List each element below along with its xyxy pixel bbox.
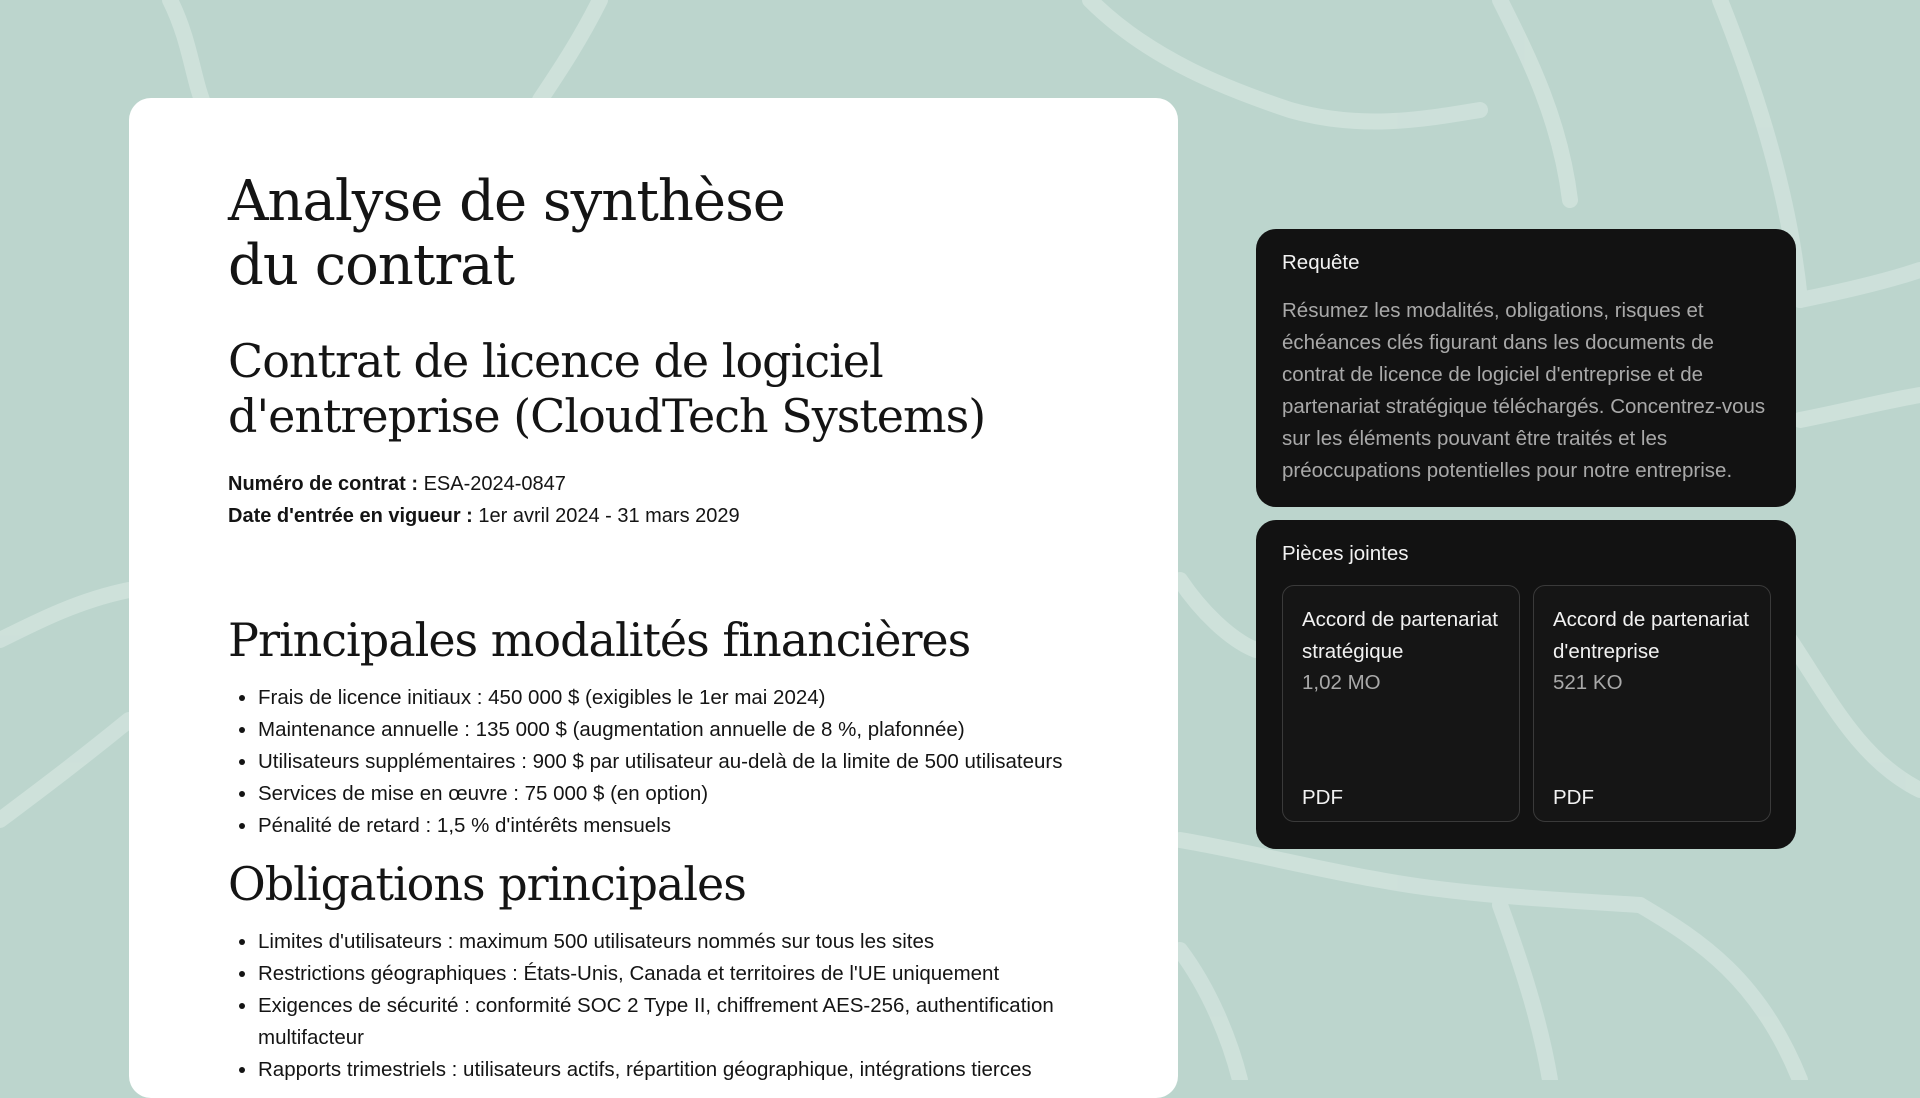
- meta-label: Numéro de contrat :: [228, 473, 419, 495]
- list-item: • Maintenance annuelle : 135 000 $ (augmentation annuelle de 8 %, plafonnée): [258, 714, 1108, 746]
- attachments-card: [1256, 520, 1796, 849]
- attachment-info: [1302, 604, 1502, 699]
- obligations-list: [228, 926, 1108, 1086]
- list-item: • Limites d'utilisateurs : maximum 500 utilisateurs nommés sur tous les sites: [258, 926, 1108, 958]
- attachment-size: 521 KO: [1553, 671, 1623, 694]
- attachment-name: Accord de partenariat d'entreprise: [1553, 608, 1750, 663]
- document-panel: [129, 98, 1178, 1098]
- section-heading-obligations: Obligations principales: [228, 857, 746, 911]
- attachment-size: 1,02 MO: [1302, 671, 1381, 694]
- list-item: • Rapports trimestriels : utilisateurs actifs, répartition géographique, intégrations tierces: [258, 1054, 1108, 1086]
- list-item: • Restrictions géographiques : États-Unis, Canada et territoires de l'UE uniquement: [258, 958, 1108, 990]
- meta-effective-date: [228, 500, 1108, 532]
- query-card: [1256, 229, 1796, 507]
- attachment-file[interactable]: [1533, 585, 1771, 822]
- list-item: • Pénalité de retard : 1,5 % d'intérêts mensuels: [258, 810, 1108, 842]
- attachment-type: PDF: [1553, 786, 1594, 809]
- document-subtitle: Contrat de licence de logiciel d'entreprise (CloudTech Systems): [228, 334, 986, 443]
- meta-value: ESA-2024-0847: [423, 473, 566, 495]
- document-content: [228, 170, 1108, 1086]
- meta-value: 1er avril 2024 - 31 mars 2029: [478, 505, 740, 527]
- attachment-info: [1553, 604, 1753, 699]
- query-label: Requête: [1282, 251, 1360, 274]
- list-item: • Frais de licence initiaux : 450 000 $ (exigibles le 1er mai 2024): [258, 682, 1108, 714]
- document-title: Analyse de synthèse du contrat: [228, 169, 785, 298]
- financial-terms-list: [228, 682, 1108, 842]
- section-heading-financial: Principales modalités financières: [228, 613, 971, 667]
- list-item: • Services de mise en œuvre : 75 000 $ (en option): [258, 778, 1108, 810]
- attachments-label: Pièces jointes: [1282, 542, 1409, 565]
- contract-meta: [228, 468, 1108, 532]
- attachment-file[interactable]: [1282, 585, 1520, 822]
- list-item: • Exigences de sécurité : conformité SOC 2 Type II, chiffrement AES-256, authentification multifacteur: [258, 990, 1108, 1054]
- attachment-name: Accord de partenariat stratégique: [1302, 608, 1499, 663]
- attachment-type: PDF: [1302, 786, 1343, 809]
- query-text: Résumez les modalités, obligations, risques et échéances clés figurant dans les documents de contrat de licence de logiciel d'entreprise et de partenariat stratégique téléchargés. Concentrez-vous sur les éléments pouvant être traités et les préoccupations potentielles pour notre entreprise.: [1282, 299, 1766, 482]
- list-item: • Utilisateurs supplémentaires : 900 $ par utilisateur au-delà de la limite de 500 utilisateurs: [258, 746, 1108, 778]
- meta-label: Date d'entrée en vigueur :: [228, 505, 473, 527]
- meta-contract-number: [228, 468, 1108, 500]
